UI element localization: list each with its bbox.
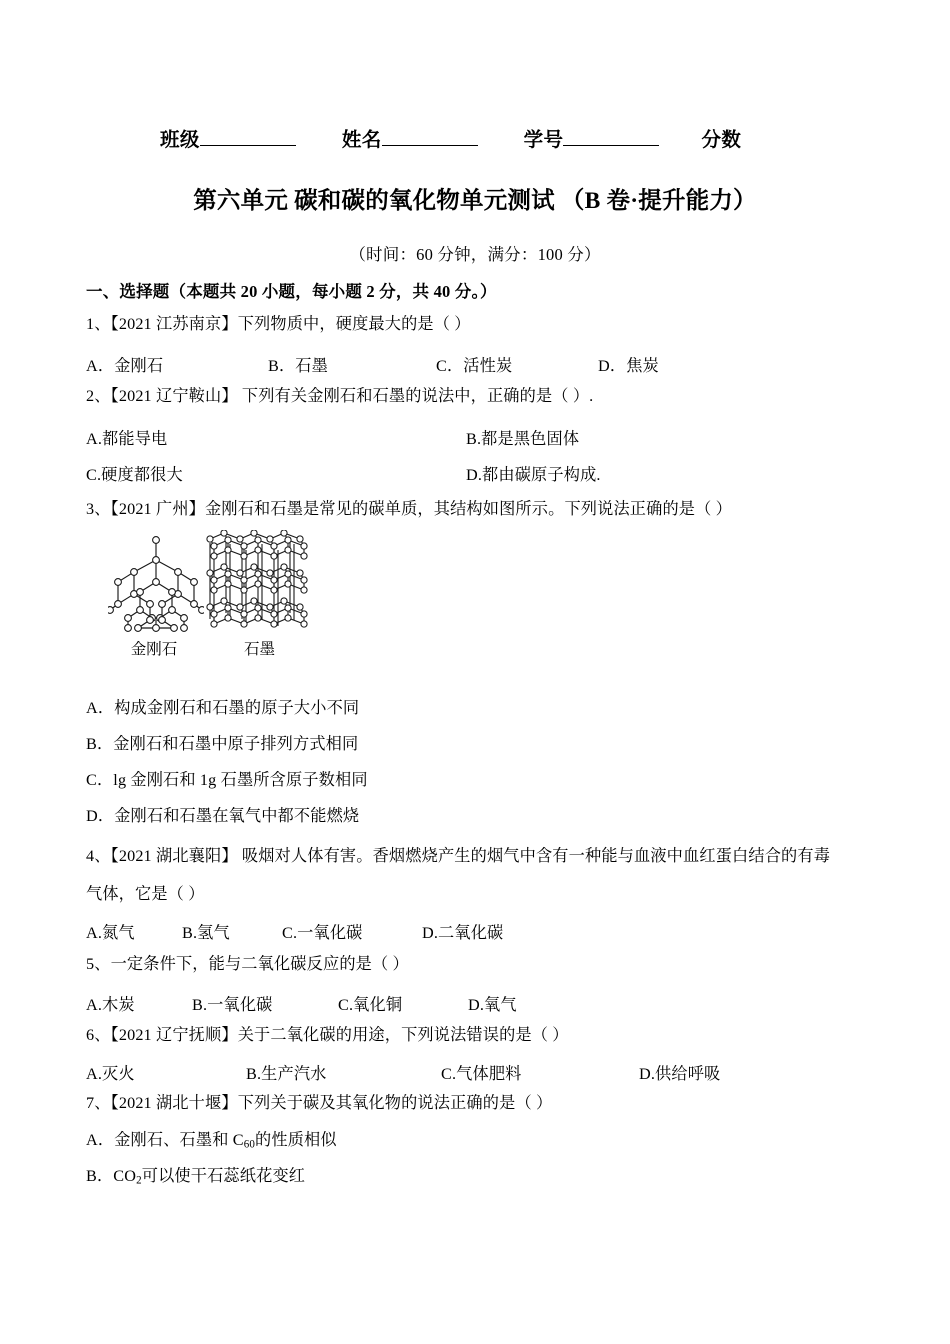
q6-option-a[interactable]: A.灭火 — [86, 1065, 135, 1083]
section-heading-choice: 一、选择题（本题共 20 小题，每小题 2 分，共 40 分。） — [86, 282, 497, 301]
q2-option-b[interactable]: B.都是黑色固体 — [466, 430, 580, 448]
question-6-stem — [86, 1026, 569, 1045]
q5-option-c[interactable]: C.氧化铜 — [338, 996, 403, 1014]
question-3-stem — [86, 500, 732, 519]
q3-source: 【2021 广州】 — [110, 500, 206, 518]
q4-option-c[interactable]: C.一氧化碳 — [282, 924, 363, 942]
name-blank[interactable] — [382, 129, 478, 146]
page-title: 第六单元 碳和碳的氧化物单元测试 （B 卷·提升能力） — [193, 188, 757, 214]
q5-number: 5、 — [86, 955, 111, 973]
question-7-stem — [86, 1094, 552, 1113]
studentid-blank[interactable] — [563, 129, 659, 146]
q5-option-b[interactable]: B.一氧化碳 — [192, 996, 273, 1014]
name-field[interactable] — [342, 124, 478, 152]
q6-option-c[interactable]: C.气体肥料 — [441, 1065, 522, 1083]
diamond-structure-diagram — [108, 530, 204, 634]
q3-number: 3、 — [86, 500, 111, 518]
q4-option-d[interactable]: D.二氧化碳 — [422, 924, 504, 942]
q5-option-a[interactable]: A.木炭 — [86, 996, 135, 1014]
q3-option-a[interactable]: A．构成金刚石和石墨的原子大小不同 — [86, 699, 360, 717]
graphite-caption: 石墨 — [243, 641, 275, 658]
q1-option-b[interactable]: B．石墨 — [268, 357, 328, 375]
question-2-options-row1 — [86, 425, 886, 447]
name-label: 姓名 — [341, 130, 382, 151]
q7-text: 下列关于碳及其氧化物的说法正确的是（ ） — [237, 1094, 553, 1112]
q6-text: 关于二氧化碳的用途，下列说法错误的是（ ） — [237, 1026, 569, 1044]
q2-number: 2、 — [86, 387, 111, 405]
q6-number: 6、 — [86, 1026, 111, 1044]
score-field — [701, 124, 741, 152]
q2-option-d[interactable]: D.都由碳原子构成. — [466, 466, 601, 484]
q3-option-d[interactable]: D．金刚石和石墨在氧气中都不能燃烧 — [86, 807, 360, 825]
q2-option-a[interactable]: A.都能导电 — [86, 430, 168, 448]
co2-subscript: 2 — [136, 1174, 142, 1187]
q6-option-b[interactable]: B.生产汽水 — [246, 1065, 327, 1083]
q1-number: 1、 — [86, 315, 111, 333]
q3-text: 金刚石和石墨是常见的碳单质，其结构如图所示。下列说法正确的是（ ） — [205, 500, 733, 518]
q4-option-a[interactable]: A.氮气 — [86, 924, 135, 942]
exam-meta-subtitle: （时间：60 分钟，满分：100 分） — [349, 245, 601, 264]
q1-option-c[interactable]: C．活性炭 — [436, 357, 513, 375]
q5-text: 一定条件下，能与二氧化碳反应的是（ ） — [110, 955, 409, 973]
q1-option-d[interactable]: D．焦炭 — [598, 357, 659, 375]
q7-source: 【2021 湖北十堰】 — [110, 1094, 238, 1112]
q4-source: 【2021 湖北襄阳】 — [110, 847, 238, 865]
graphite-structure-diagram — [206, 530, 316, 634]
q4-option-b[interactable]: B.氢气 — [182, 924, 230, 942]
question-4-options — [86, 919, 886, 941]
class-field[interactable] — [160, 124, 296, 152]
q2-text: 下列有关金刚石和石墨的说法中，正确的是（ ）. — [237, 387, 594, 405]
question-2-options-row2 — [86, 461, 886, 483]
question-4-stem-line2: 气体，它是（ ） — [86, 885, 205, 903]
q4-number: 4、 — [86, 847, 111, 865]
q6-option-d[interactable]: D.供给呼吸 — [639, 1065, 721, 1083]
question-5-stem — [86, 955, 409, 974]
question-1-stem — [86, 315, 471, 334]
q5-option-d[interactable]: D.氧气 — [468, 996, 517, 1014]
q1-source: 【2021 江苏南京】 — [110, 315, 238, 333]
c60-subscript: 60 — [243, 1138, 256, 1151]
class-blank[interactable] — [200, 129, 296, 146]
q1-text: 下列物质中，硬度最大的是（ ） — [237, 315, 471, 333]
q4-text-1: 吸烟对人体有害。香烟燃烧产生的烟气中含有一种能与血液中血红蛋白结合的有毒 — [237, 847, 831, 865]
question-3-figure — [104, 530, 334, 675]
student-info-line — [160, 124, 860, 152]
studentid-label: 学号 — [523, 130, 564, 151]
question-2-stem — [86, 387, 593, 406]
score-label: 分数 — [701, 130, 742, 151]
q3-option-b[interactable]: B．金刚石和石墨中原子排列方式相同 — [86, 735, 359, 753]
q7-option-a[interactable]: A．金刚石、石墨和 $C_{60}$的性质相似 — [86, 1131, 337, 1151]
studentid-field[interactable] — [524, 124, 660, 152]
question-6-options — [86, 1060, 886, 1082]
q2-source: 【2021 辽宁鞍山】 — [110, 387, 238, 405]
question-5-options — [86, 991, 886, 1013]
q6-source: 【2021 辽宁抚顺】 — [110, 1026, 238, 1044]
question-4-stem-line1 — [86, 847, 830, 866]
q7-number: 7、 — [86, 1094, 111, 1112]
q7-option-b[interactable]: B．$CO_2$可以使干石蕊纸花变红 — [86, 1167, 306, 1187]
question-1-options — [86, 352, 886, 374]
q2-option-c[interactable]: C.硬度都很大 — [86, 466, 183, 484]
q3-option-c[interactable]: C．lg 金刚石和 1g 石墨所含原子数相同 — [86, 771, 368, 789]
class-label: 班级 — [160, 130, 200, 151]
diamond-caption: 金刚石 — [130, 641, 178, 658]
q1-option-a[interactable]: A．金刚石 — [86, 357, 164, 375]
